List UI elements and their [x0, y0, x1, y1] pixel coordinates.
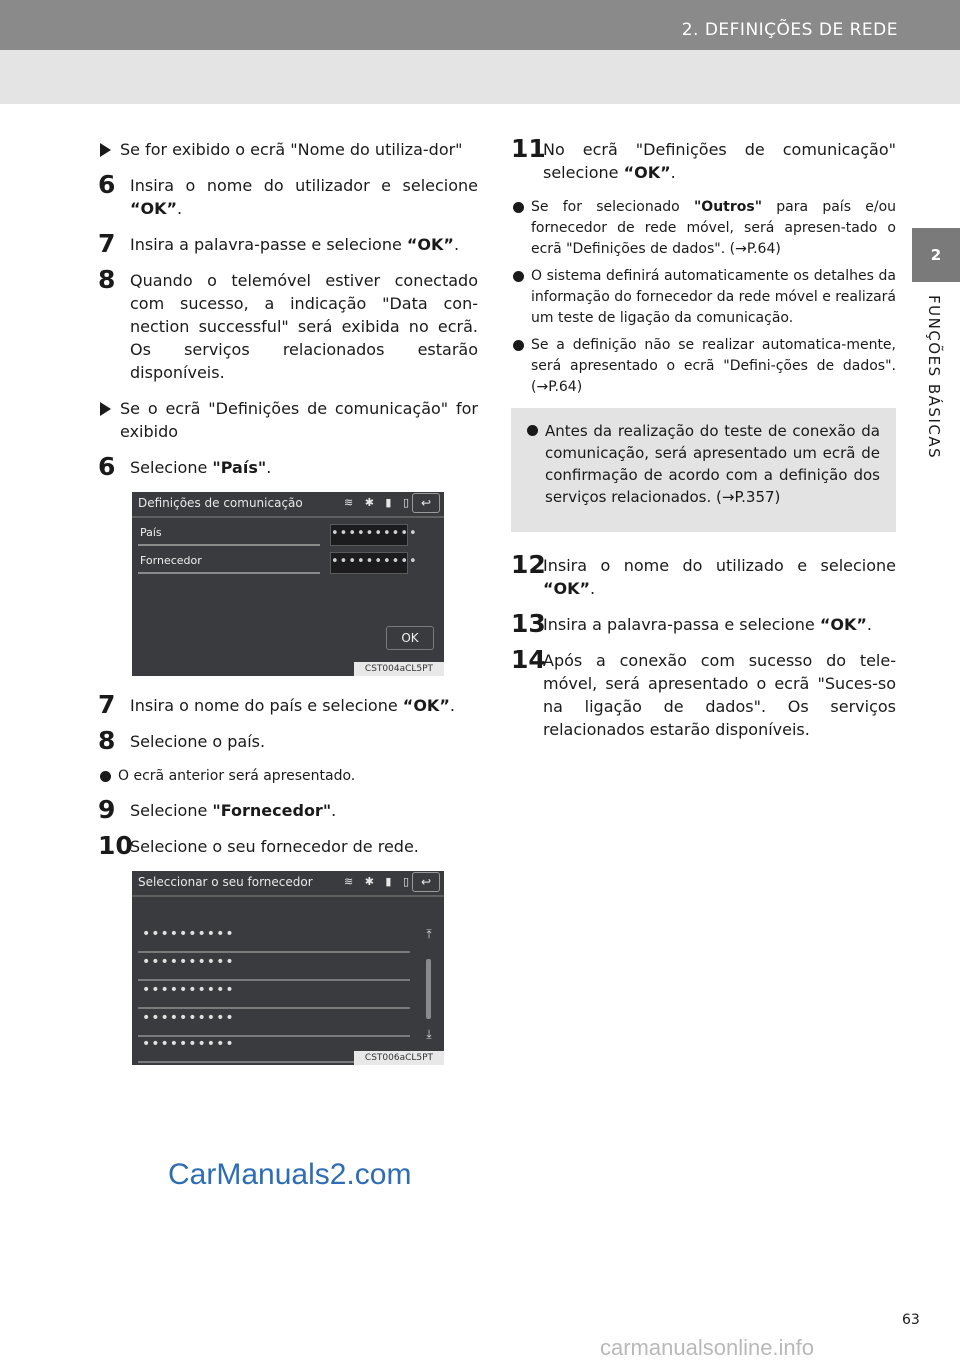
chapter-tab: 2 — [912, 228, 960, 282]
back-button[interactable]: ↩ — [412, 872, 440, 892]
note: Se for selecionado "Outros" para país e/ou fornecedor de rede móvel, será apresen-tado o ecrã "Definições de dados". (→P.64) — [511, 197, 896, 260]
step-9: 9 Selecione "Fornecedor". — [98, 795, 337, 824]
scroll-down-icon[interactable]: ⤓ — [426, 1027, 432, 1041]
note: O sistema definirá automaticamente os detalhes da informação do fornecedor da rede móvel e realizará um teste de ligação da comunicação. — [511, 266, 896, 329]
step-8b: 8 Selecione o país. — [98, 726, 266, 755]
back-button[interactable]: ↩ — [412, 493, 440, 513]
bullet-dot-icon — [513, 340, 524, 351]
page-number: 63 — [902, 1312, 920, 1328]
left-column — [98, 138, 478, 1065]
title-divider — [132, 516, 444, 518]
step-7b: 7 Insira o nome do país e selecione “OK”. — [98, 690, 455, 719]
select-provider-screenshot — [132, 871, 444, 1065]
screen-title: Seleccionar o seu fornecedor — [138, 875, 313, 889]
country-label[interactable]: País — [140, 526, 162, 539]
title-divider — [132, 895, 444, 897]
step-12: 12 Insira o nome do utilizado e selecione “OK”. — [511, 550, 896, 598]
country-value[interactable]: •••••••••• — [330, 524, 408, 546]
communication-settings-screenshot — [132, 492, 444, 676]
note: O ecrã anterior será apresentado. — [98, 766, 478, 787]
step-6a: 6 Insira o nome do utilizador e selecione “OK”. — [98, 170, 478, 218]
watermark: CarManuals2.com — [168, 1158, 412, 1191]
image-code: CST006aCL5PT — [354, 1051, 444, 1065]
note: Se a definição não se realizar automatica-mente, será apresentado o ecrã "Defini-ções de dados". (→P.64) — [511, 335, 896, 398]
chapter-label: FUNÇÕES BÁSICAS — [925, 295, 943, 460]
step-7a: 7 Insira a palavra-passe e selecione “OK”. — [98, 229, 460, 258]
provider-label[interactable]: Fornecedor — [140, 554, 202, 567]
scroll-up-icon[interactable]: ⤒ — [426, 927, 432, 941]
step-13: 13 Insira a palavra-passa e selecione “OK”. — [511, 609, 872, 638]
image-code: CST004aCL5PT — [354, 662, 444, 676]
provider-list-item[interactable]: •••••••••• — [138, 979, 410, 1009]
ok-button[interactable]: OK — [386, 626, 434, 650]
condition-bullet: Se o ecrã "Definições de comunicação" for exibido — [98, 397, 478, 443]
info-note: Antes da realização do teste de conexão da comunicação, será apresentado um ecrã de confirmação de acordo com a definição dos serviços relacionados. (→P.357) — [525, 420, 880, 508]
row-divider — [138, 572, 320, 574]
bullet-dot-icon — [513, 202, 524, 213]
bullet-dot-icon — [100, 771, 111, 782]
provider-list-item[interactable]: •••••••••• — [138, 951, 410, 981]
info-box — [511, 408, 896, 532]
header-bar — [0, 0, 960, 50]
condition-bullet: Se for exibido o ecrã "Nome do utiliza-dor" — [98, 138, 478, 161]
provider-list-item[interactable]: •••••••••• — [138, 923, 410, 953]
bullet-dot-icon — [527, 425, 538, 436]
scrollbar[interactable] — [420, 927, 438, 1043]
header-subbar — [0, 50, 960, 104]
triangle-bullet-icon — [100, 402, 111, 416]
row-divider — [138, 544, 320, 546]
screen-title: Definições de comunicação — [138, 496, 303, 510]
section-title: 2. DEFINIÇÕES DE REDE — [681, 20, 898, 40]
step-10: 10 Selecione o seu fornecedor de rede. — [98, 831, 419, 860]
right-column — [511, 134, 897, 754]
provider-list-item[interactable]: •••••••••• — [138, 1033, 410, 1063]
footer-watermark: carmanualsonline.info — [600, 1335, 815, 1360]
step-11: 11 No ecrã "Definições de comunicação" selecione “OK”. — [511, 134, 896, 182]
step-6b: 6 Selecione "País". — [98, 452, 272, 481]
step-8a: 8 Quando o telemóvel estiver conectado com sucesso, a indicação "Data con-nection successful" será exibida no ecrã. Os serviços relacionados estarão disponíveis. — [98, 265, 478, 382]
provider-list-item[interactable]: •••••••••• — [138, 1007, 410, 1037]
step-14: 14 Após a conexão com sucesso do tele-móvel, será apresentado o ecrã "Suces-so na ligação de dados". Os serviços relacionados estarão disponíveis. — [511, 645, 896, 739]
provider-value[interactable]: •••••••••• — [330, 552, 408, 574]
bullet-dot-icon — [513, 271, 524, 282]
status-icons: ≋ ✱ ▮ ▯ — [344, 496, 414, 509]
triangle-bullet-icon — [100, 143, 111, 157]
status-icons: ≋ ✱ ▮ ▯ — [344, 875, 414, 888]
scroll-thumb[interactable] — [426, 959, 431, 1019]
